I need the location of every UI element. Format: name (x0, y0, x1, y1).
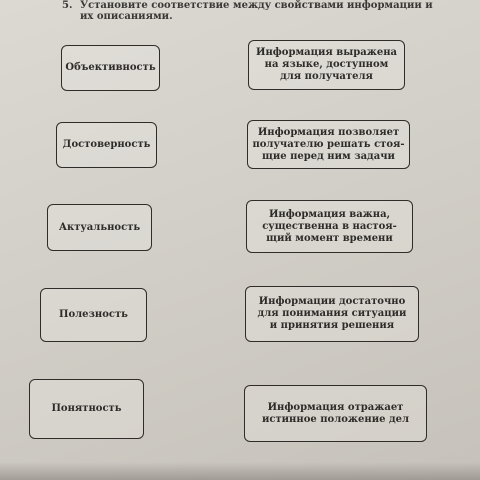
description-text (252, 127, 404, 163)
property-box-3[interactable] (47, 204, 152, 251)
description-line: истинное положение дел (261, 413, 410, 425)
property-box-5[interactable] (29, 379, 144, 439)
description-text (262, 402, 409, 426)
description-line: щий момент времени (266, 232, 393, 244)
property-label: Полезность (59, 309, 128, 320)
description-text (262, 209, 397, 245)
description-box-5[interactable] (244, 385, 427, 442)
task-line-1 (62, 0, 462, 11)
task-text-1: Установите соответствие между свойствами информации и (80, 0, 433, 11)
description-box-4[interactable] (245, 286, 419, 342)
description-line: Информация позволяет (257, 126, 400, 138)
task-line-2: их описаниями. (80, 11, 173, 22)
property-box-4[interactable] (40, 288, 147, 342)
property-label: Объективность (65, 62, 156, 73)
description-line: получателю решать стоя- (252, 138, 405, 150)
property-box-2[interactable] (56, 122, 157, 168)
property-label: Актуальность (58, 221, 141, 233)
description-text (258, 296, 407, 332)
description-line: Информация выражена (256, 47, 397, 58)
description-line: и принятия решения (269, 320, 395, 331)
description-box-3[interactable] (246, 200, 413, 253)
description-line: Информации достаточно (258, 296, 406, 307)
description-text (256, 47, 397, 83)
task-heading (62, 0, 462, 22)
description-line: существенна в настоя- (262, 220, 397, 232)
description-box-2[interactable] (247, 120, 410, 169)
description-line: щие перед ним задачи (262, 150, 395, 162)
description-line: на языке, доступном (264, 59, 389, 70)
page-bottom-shadow (0, 462, 480, 480)
description-box-1[interactable] (248, 40, 405, 90)
description-line: для получателя (280, 71, 373, 82)
description-line: Информация важна, (268, 208, 391, 220)
description-line: для понимания ситуации (257, 308, 407, 319)
task-number: 5. (62, 0, 73, 11)
property-label: Достоверность (62, 139, 151, 150)
description-line: Информация отражает (267, 401, 404, 413)
property-label: Понятность (51, 403, 122, 414)
property-box-1[interactable] (61, 45, 160, 91)
